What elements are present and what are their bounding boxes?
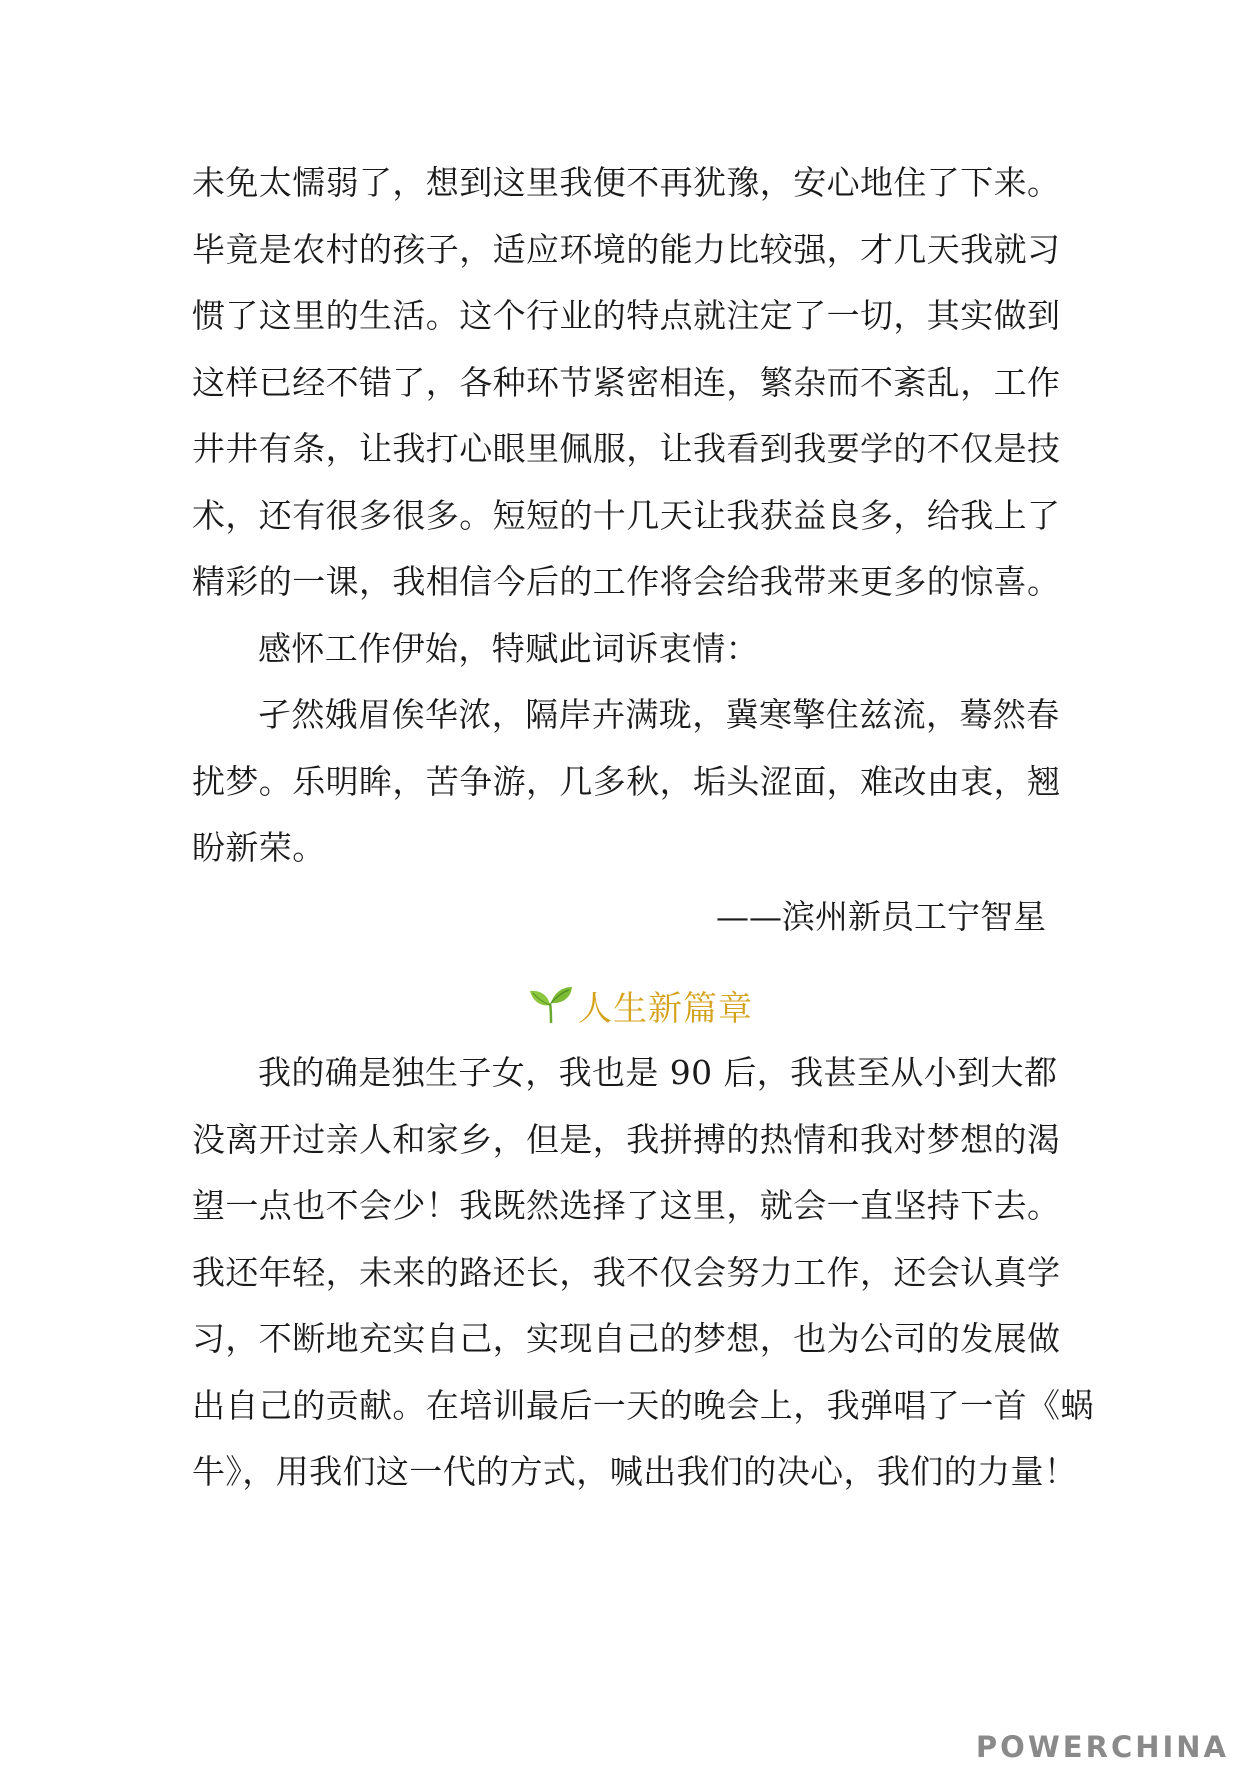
sprout-icon [528, 985, 574, 1025]
section-line-6: 出自己的贡献。在培训最后一天的晚会上，我弹唱了一首《蜗 [192, 1385, 1094, 1425]
intro-line-3: 惯了这里的生活。这个行业的特点就注定了一切，其实做到 [192, 296, 1061, 335]
intro-line-1: 未免太懦弱了，想到这里我便不再犹豫，安心地住了下来。 [192, 163, 1061, 202]
intro-line-6: 术，还有很多很多。短短的十几天让我获益良多，给我上了 [192, 495, 1061, 535]
poem-line-1: 孑然娥眉俟华浓，隔岸卉满珑，冀寒擎住兹流，蓦然春 [258, 695, 1060, 734]
poem-line-3: 盼新荣。 [192, 828, 326, 867]
brand-logo-text: POWERCHINA [975, 1730, 1229, 1764]
intro-line-7: 精彩的一课，我相信今后的工作将会给我带来更多的惊喜。 [192, 562, 1061, 601]
intro-line-5: 井井有条，让我打心眼里佩服，让我看到我要学的不仅是技 [192, 429, 1061, 468]
intro-line-2: 毕竟是农村的孩子，适应环境的能力比较强，才几天我就习 [192, 229, 1061, 269]
poem-line-2: 扰梦。乐明眸，苦争游，几多秋，垢头涩面，难改由衷，翘 [192, 761, 1061, 801]
section-heading [528, 972, 753, 1038]
author-signature: ——滨州新员工宁智星 [716, 897, 1046, 936]
section-line-4: 我还年轻，未来的路还长，我不仅会努力工作，还会认真学 [192, 1252, 1061, 1292]
section-line-1: 我的确是独生子女，我也是 90 后，我甚至从小到大都 [258, 1053, 1058, 1092]
section-line-3: 望一点也不会少！我既然选择了这里，就会一直坚持下去。 [192, 1186, 1061, 1225]
section-title: 人生新篇章 [578, 988, 753, 1029]
section-line-7: 牛》，用我们这一代的方式，喊出我们的决心，我们的力量！ [192, 1452, 1078, 1491]
section-line-5: 习，不断地充实自己，实现自己的梦想，也为公司的发展做 [192, 1319, 1061, 1358]
section-paragraph [192, 1040, 1094, 1506]
poem-intro: 感怀工作伊始，特赋此词诉衷情： [258, 628, 759, 668]
intro-line-4: 这样已经不错了，各种环节紧密相连，繁杂而不紊乱，工作 [192, 362, 1061, 402]
intro-paragraph [192, 150, 1072, 882]
section-line-2: 没离开过亲人和家乡，但是，我拼搏的热情和我对梦想的渴 [192, 1119, 1061, 1159]
